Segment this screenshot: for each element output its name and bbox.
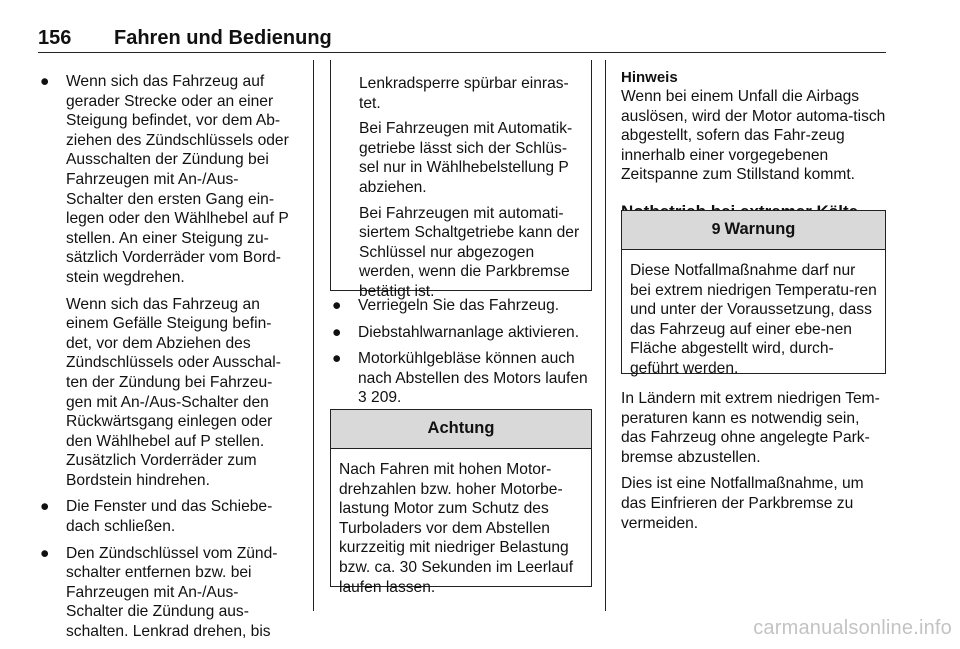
paragraph: Die Fenster und das Schiebe-dach schließen. (66, 498, 273, 536)
paragraph: Den Zündschlüssel vom Zünd-schalter entfernen bzw. bei Fahrzeugen mit An-/Aus-Schalter die Zündung aus-schalten. Lenkrad drehen, bis (66, 544, 278, 641)
note-text: Wenn bei einem Unfall die Airbags auslösen, wird der Motor automa-tisch abgestellt, sofern das Fahr-zeug innerhalb einer vorgegebenen Zeitspanne zum Stillstand kommt. (621, 88, 886, 184)
paragraph: Bei Fahrzeugen mit automati-siertem Schaltgetriebe kann der Schlüssel nur abgezogen werden, wenn die Parkbremse betätigt ist. (359, 204, 580, 300)
paragraph: Wenn sich das Fahrzeug auf gerader Strecke oder an einer Steigung befindet, vor dem Ab-ziehen des Zündschlüssels oder Ausschalten der Zündung bei Fahrzeugen mit An-/Aus-Schalter den ersten Gang ein-legen oder den Wählhebel auf P stellen. An einer Steigung zu-sätzlich Vorderräder vom Bord-stein wegdrehen. (66, 73, 289, 286)
list-item (330, 296, 592, 316)
paragraph: Wenn sich das Fahrzeug an einem Gefälle Steigung befin-det, vor dem Abziehen des Zündschlüssels oder Ausschal-ten der Zündung bei Fahrzeu-gen mit An-/Aus-Schalter den Rückwärtsgang einlegen oder den Wählhebel auf P stellen. Zusätzlich Vorderräder zum Bordstein hindrehen. (66, 295, 281, 489)
page-header (38, 26, 886, 53)
caution-title: Achtung (427, 419, 495, 438)
caution-body: Nach Fahren mit hohen Motor-drehzahlen bzw. hoher Motorbe-lastung Motor zum Schutz des Turboladers vor dem Abstellen kurzzeitig mit niedriger Belastung bzw. ca. 30 Sekunden im Leerlauf laufen lassen. (339, 461, 574, 596)
page-reference-icon: 3 (358, 389, 367, 407)
list-item (38, 544, 290, 642)
bullet-icon: ● (332, 323, 342, 341)
list-item (330, 323, 592, 343)
watermark: carmanualsonline.info (753, 617, 952, 639)
bullet-icon: ● (40, 544, 50, 562)
paragraph: Bei Fahrzeugen mit Automatik-getriebe lässt sich der Schlüs-sel nur in Wählhebelstellung P abziehen. (359, 120, 573, 196)
paragraph: Lenkradsperre spürbar einras-tet. (359, 75, 569, 112)
warning-box (621, 210, 886, 377)
page-reference[interactable]: 209. (371, 389, 402, 407)
list-item (330, 349, 592, 408)
list-item-text: Diebstahlwarnanlage aktivieren. (358, 323, 580, 341)
column-middle-list (330, 296, 592, 415)
column-right (621, 68, 887, 222)
column-divider-1 (313, 60, 314, 611)
list-item (38, 72, 290, 490)
page-number: 156 (38, 27, 72, 49)
column-left (38, 72, 290, 649)
bullet-list (330, 296, 592, 408)
bullet-icon: ● (40, 498, 50, 516)
bullet-icon: ● (332, 297, 342, 314)
list-item-text: Verriegeln Sie das Fahrzeug. (358, 297, 560, 314)
chapter-title: Fahren und Bedienung (114, 27, 332, 49)
bullet-icon: ● (40, 73, 50, 90)
column-right-text (621, 389, 887, 540)
list-item-text: Motorkühlgebläse können auch nach Abstellen des Motors laufen (358, 350, 588, 387)
column-divider-2 (605, 60, 606, 611)
caution-box (330, 409, 592, 596)
list-item (38, 497, 290, 536)
note-title: Hinweis (621, 69, 678, 86)
caution-header (331, 410, 591, 449)
paragraph: Dies ist eine Notfallmaßnahme, um das Einfrieren der Parkbremse zu vermeiden. (621, 475, 864, 532)
warning-title: Warnung (724, 220, 796, 239)
bullet-list (38, 72, 290, 642)
paragraph: In Ländern mit extrem niedrigen Tem-peraturen kann es notwendig sein, das Fahrzeug ohne angelegte Park-bremse abzustellen. (621, 390, 880, 466)
warning-body: Diese Notfallmaßnahme darf nur bei extrem niedrigen Temperatu-ren und unter der Voraussetzung, dass das Fahrzeug auf einer ebe-nen Fläche abgestellt wird, durch-geführt werden. (630, 262, 877, 377)
warning-header (622, 211, 885, 250)
bullet-icon: ● (332, 350, 342, 368)
warning-triangle-icon: 9 (711, 221, 721, 239)
continued-warning-box (330, 60, 592, 300)
